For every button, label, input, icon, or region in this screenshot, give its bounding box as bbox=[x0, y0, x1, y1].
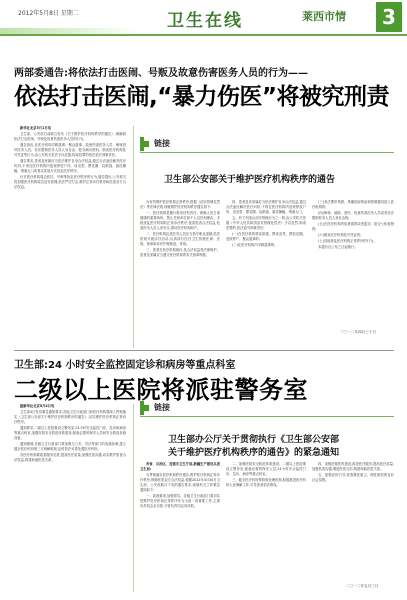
link1-body-col1 bbox=[140, 200, 220, 345]
link2-signature: 二〇一二年五月三日 bbox=[346, 584, 379, 588]
link1-para: (五)在医疗机构内故意损毁或者盗窃、抢夺公私财物的; bbox=[312, 222, 394, 231]
story2-lead: 据新华社北京5月4日电 bbox=[20, 404, 55, 408]
masthead bbox=[0, 0, 407, 36]
link2-para: 二、加强医院安全防范体系建设。二级以上医院要设立警务室,配备必要的保安人员,24小时安全监控门诊、急诊、病房等重点科室。 bbox=[226, 462, 306, 476]
story1-para: 通告指出,在医疗机构寻衅滋事、聚众滋事、故意伤害医务人员、侮辱恐吓医务人员、非法限制医务人员人身自由、抢夺病历资料、倒卖医疗机构挂号凭证等行为,由公安机关依法予以处置,构成犯罪的依法追究刑事责任。 bbox=[14, 143, 126, 157]
paper-name: 莱西市情 bbox=[302, 10, 346, 23]
masthead-strip bbox=[0, 28, 140, 34]
story2-kicker: 卫生部:24 小时安全监控固定诊和病房等重点科室 bbox=[14, 360, 236, 371]
story1-kicker: 两部委通告:将依法打击医闹、号贩及故意伤害医务人员的行为—— bbox=[14, 68, 308, 79]
link1-para: 五、有下列违反治安管理行为之一的,由公安机关依据《中华人民共和国治安管理处罚法》予以处罚,构成犯罪的,依法追究刑事责任: bbox=[226, 216, 306, 230]
story1-para: 针对医疗机构周边医托、号贩等扰乱医疗秩序的行为,通告提出,公安机关将加强医疗机构周边治安管理,依法严厉打击,维护正常诊疗秩序和医患双方合法权益。 bbox=[14, 175, 126, 189]
story1-para: 通告要求,患者及家属应当依法维护自身合法权益,通过合法途径解决医疗纠纷,不得在医疗机构内违规停放尸体、设灵堂、摆花圈、烧纸钱、悬挂横幅、堵塞大门或者以其他方式扰乱医疗秩序。 bbox=[14, 159, 126, 173]
link1-signature: 二〇一二年四月三十日 bbox=[340, 330, 376, 334]
link1-para: 三、患者在医疗机构就诊,其合法权益受法律保护。患者及家属应当遵守医疗机构的有关规章制度。 bbox=[140, 248, 220, 257]
link1-para: 为有效维护医疗机构正常秩序,根据《治安管理处罚法》等法律法规,现就维护医疗机构秩序通告如下: bbox=[140, 200, 220, 209]
link2-tab bbox=[140, 401, 260, 415]
link1-para: (一)在医疗机构焚烧纸钱、摆设灵堂、摆放花圈、违规停尸、聚众滋事的; bbox=[226, 232, 306, 241]
story1-body bbox=[14, 126, 126, 350]
link2-para: 五、加强宣传引导,营造尊医重卫、理性维权的良好社会氛围。 bbox=[312, 473, 394, 482]
story2-para: 各医疗机构要改善服务态度,提高医疗质量,加强医患沟通,切实维护患者合法权益,构建和谐医患关系。 bbox=[14, 453, 126, 462]
link2-rule bbox=[140, 416, 394, 417]
story1-para: 卫生部、公安部日前联合发布《关于维护医疗机构秩序的通告》,明确将依法打击医闹、号贩及故意伤害医务人员的行为。 bbox=[14, 132, 126, 141]
link1-para: 二、医疗机构及其医务人员应当恪守职业道德,依法依规开展诊疗活动,认真执行医疗卫生管理法律、法规、规章和诊疗护理规范、常规。 bbox=[140, 232, 220, 246]
story2-headline: 二级以上医院将派驻警务室 bbox=[14, 376, 308, 404]
link2-title-line1: 卫生部办公厅关于贯彻执行《卫生部公安部 bbox=[168, 435, 340, 445]
story2-body bbox=[14, 404, 126, 594]
link1-para: 一、医疗机构是履行救死扶伤责任、保障人民生命健康的重要场所。禁止任何单位和个人以任何理由、手段扰乱医疗机构的正常诊疗秩序,侵害患者合法权益,危害医务人员人身安全,损坏医疗机构财产。 bbox=[140, 211, 220, 230]
story2-para: 卫生部4日发布紧急通知要求,各地卫生行政部门和医疗机构要深入贯彻落实《卫生部公安部关于维护医疗机构秩序的通告》,切实维护医疗机构正常诊疗秩序。 bbox=[14, 410, 126, 424]
link1-title: 卫生部公安部关于维护医疗机构秩序的通告 bbox=[164, 175, 336, 185]
link1-para: (六)倒卖医疗机构挂号凭证的; bbox=[318, 233, 362, 237]
link1-para: (四)侮辱、威胁、恐吓、故意伤害医务人员或者非法限制医务人员人身自由的; bbox=[312, 211, 394, 220]
issue-date: 2012年5月8日 星期二 bbox=[18, 10, 79, 17]
link2-title-line2: 关于维护医疗机构秩序的通告》的紧急通知 bbox=[168, 448, 340, 458]
link1-para: (三)非法携带易燃、易爆危险物品和管制器具进入医疗机构的; bbox=[312, 200, 394, 209]
link-square-icon bbox=[143, 141, 149, 147]
link1-tab-label: 链接 bbox=[154, 139, 170, 148]
story2-para: 通知要求,二级以上医院要设立警务室,24小时安全监控门诊、急诊和病房等重点科室,加强医院安全防范体系建设,配备必要的保安人员和安全防范设施设备。 bbox=[14, 426, 126, 440]
link1-body-col2 bbox=[226, 200, 306, 345]
link1-para: (七)其他扰乱医疗机构正常秩序的行为。 bbox=[318, 239, 377, 243]
link2-tab-label: 链接 bbox=[154, 403, 170, 412]
section-title: 卫生在线 bbox=[167, 11, 243, 31]
link1-rule bbox=[140, 152, 394, 153]
story1-headline: 依法打击医闹,“暴力伤医”将被究刑责 bbox=[14, 84, 389, 110]
page-number: 3 bbox=[376, 2, 402, 32]
story1-lead: 新华社北京5月1日电 bbox=[20, 126, 51, 130]
column-divider bbox=[133, 404, 134, 592]
link2-body-col3 bbox=[312, 462, 394, 580]
link1-para: (二)在医疗机构内寻衅滋事的; bbox=[232, 243, 276, 247]
link2-para: 为贯彻落实医疗机构秩序通告,维护医疗机构正常诊疗秩序,保障医患双方合法权益,根据2012年4月30日卫生部、公安部联合下发的通告要求,现就有关工作紧急通知如下: bbox=[140, 473, 220, 492]
link2-body-col1 bbox=[140, 462, 220, 594]
link2-para: 一、高度重视,加强领导。各级卫生行政部门要切实把维护医疗机构正常秩序作为当前一项重要工作,主要负责同志亲自抓,分管负责同志具体抓。 bbox=[140, 494, 220, 508]
link2-salutation: 各省、自治区、直辖市卫生厅局,新疆生产建设兵团卫生局: bbox=[140, 462, 220, 471]
link1-para: 四、患者及其家属应当依法维护自身合法权益,通过合法途径解决医疗纠纷,不得在医疗机构内违规停放尸体、设灵堂、摆花圈、烧纸钱、悬挂横幅、堵塞大门。 bbox=[226, 200, 306, 214]
link1-body-col3 bbox=[312, 200, 394, 325]
link2-para: 三、健全医疗纠纷预防和处理机制,积极推进医疗纠纷人民调解工作,引导患者依法维权。 bbox=[226, 478, 306, 487]
link-square-icon bbox=[143, 405, 149, 411]
link2-body-col2 bbox=[226, 462, 306, 594]
link1-para: 本通告自公布之日起施行。 bbox=[318, 245, 358, 249]
link1-tab bbox=[140, 137, 260, 151]
section-divider bbox=[14, 350, 394, 351]
link2-para: 四、加强医德医风建设,改善医疗服务,提高医疗质量,加强医患沟通,增进医患互信,构建和谐医患关系。 bbox=[312, 462, 394, 471]
column-divider bbox=[133, 126, 134, 348]
story2-para: 通知强调,各级卫生行政部门要加强与公安、司法等部门的沟通协调,建立健全医疗纠纷第三方调解机制,及时依法妥善处置医疗纠纷。 bbox=[14, 442, 126, 451]
